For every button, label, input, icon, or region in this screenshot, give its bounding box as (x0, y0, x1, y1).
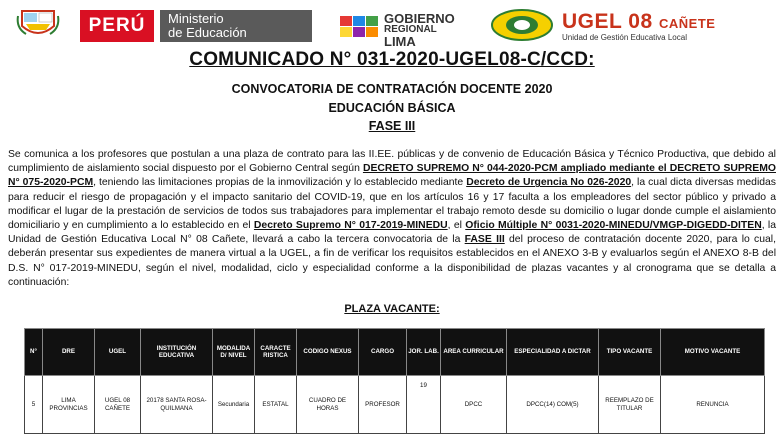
para-text-3: , la cual dicta diversas medidas para reducir el riesgo de propagación y el impacto sanitario del COVID-19, que en los artículos 16 y 17 faculta a los empleadores del sector público y privado a modificar el lugar de la prestación de servicios de todos sus trabajadores para implementar el trabajo remoto desde su domicilio o lugar donde cumple el aislamiento domiciliario y en cumplimiento a lo establecido en el (8, 177, 777, 232)
ugel-logo-text (562, 10, 715, 34)
gobierno-regional-icon (340, 14, 380, 40)
col-header-jornada: JOR. LAB. (407, 329, 441, 376)
ugel-seal-icon (490, 8, 554, 42)
col-header-institucion: INSTITUCIÓN EDUCATIVA (141, 329, 213, 376)
ministerio-line2: de Educación (168, 25, 247, 40)
cell-motivo-vacante: RENUNCIA (661, 376, 765, 434)
col-header-cargo: CARGO (359, 329, 407, 376)
table-header-row (25, 329, 765, 376)
para-text-5: , la Unidad de Gestión Educativa Local N° 08 Cañete, llevará a cabo la tercera convocatoria de la (8, 220, 777, 246)
cell-tipo-vacante: REEMPLAZO DE TITULAR (599, 376, 661, 434)
para-text-2: , teniendo las limitaciones propias de la inmovilización y lo establecido mediante (93, 177, 467, 189)
gob-line3: LIMA (384, 34, 416, 49)
gob-line1: GOBIERNO (384, 11, 455, 26)
col-header-area: AREA CURRICULAR (441, 329, 507, 376)
col-header-numero: N° (25, 329, 43, 376)
plaza-vacante-heading: PLAZA VACANTE: (344, 303, 440, 315)
peru-logo (80, 10, 154, 42)
cell-numero: 5 (25, 376, 43, 434)
cell-caracteristica: ESTATAL (255, 376, 297, 434)
cell-ugel: UGEL 08 CAÑETE (95, 376, 141, 434)
body-paragraph (8, 148, 776, 290)
convocatoria-subtitle: CONVOCATORIA DE CONTRATACIÓN DOCENTE 2020 (231, 82, 553, 96)
decreto-supremo-017: Decreto Supremo N° 017-2019-MINEDU (253, 220, 448, 232)
para-text-4: , el (447, 220, 466, 232)
gob-line2: REGIONAL (384, 24, 437, 35)
cell-codigo-nexus: CUADRO DE HORAS (297, 376, 359, 434)
cell-modalidad: Secundaria (213, 376, 255, 434)
cell-jornada: 19 (407, 376, 441, 434)
cell-especialidad: DPCC(14) COM(5) (507, 376, 599, 434)
fase-subtitle: FASE III (368, 119, 416, 133)
header-logos (0, 6, 784, 49)
col-header-codigo-nexus: CODIGO NEXUS (297, 329, 359, 376)
peru-coat-of-arms-icon (16, 8, 60, 40)
vacancy-table (24, 328, 765, 434)
cell-institucion: 20178 SANTA ROSA-QUILMANA (141, 376, 213, 434)
col-header-dre: DRE (43, 329, 95, 376)
comunicado-title: COMUNICADO N° 031-2020-UGEL08-C/CCD: (189, 49, 595, 70)
ugel-canete: CAÑETE (659, 16, 716, 31)
oficio-multiple-0031: Oficio Múltiple N° 0031-2020-MINEDU/VMGP-DIGEDD-DITEN (465, 220, 762, 232)
cell-area: DPCC (441, 376, 507, 434)
cell-dre: LIMA PROVINCIAS (43, 376, 95, 434)
col-header-ugel: UGEL (95, 329, 141, 376)
ugel-name: UGEL 08 (562, 10, 653, 33)
para-text-6: del proceso de contratación docente 2020, para lo cual, deberán presentar sus expedientes de manera virtual a la UGEL, a fin de verificar los requisitos establecidos en el ANEXO 3-B y evaluarlos según el ANEXO 8-B del D.S. N° 017-2019-MINEDU, según el nivel, modalidad, ciclo y especialidad conforme a la disponibilidad de plazas vacantes y al cronograma que se detalla a continuación: (8, 234, 776, 288)
col-header-tipo-vacante: TIPO VACANTE (599, 329, 661, 376)
decreto-supremo-044: DECRETO SUPREMO N° 044-2020-PCM ampliado mediante el DECRETO SUPREMO N° 075-2020-PCM (8, 163, 776, 189)
peru-label: PERÚ (88, 15, 146, 36)
ugel-subtitle: Unidad de Gestión Educativa Local (562, 33, 687, 42)
col-header-especialidad: ESPECIALIDAD A DICTAR (507, 329, 599, 376)
col-header-caracteristica: CARACTE RISTICA (255, 329, 297, 376)
para-text-1: Se comunica a los profesores que postulan a una plaza de contrato para las II.EE. públicas y de convenio de Educación Básica y Técnico Productiva, que debido al cumplimiento de aislamiento social dispuesto por el Gobierno Central según (8, 149, 776, 175)
table-row (25, 376, 765, 434)
educacion-basica-subtitle: EDUCACIÓN BÁSICA (328, 101, 456, 115)
col-header-modalidad: MODALIDA D/ NIVEL (213, 329, 255, 376)
col-header-motivo-vacante: MOTIVO VACANTE (661, 329, 765, 376)
decreto-urgencia-026: Decreto de Urgencia No 026-2020 (466, 177, 632, 189)
cell-cargo: PROFESOR (359, 376, 407, 434)
gobierno-regional-logo (384, 12, 455, 48)
ministerio-line1: Ministerio (168, 11, 224, 26)
fase-iii-ref: FASE III (464, 234, 505, 246)
ministerio-logo (160, 10, 312, 42)
